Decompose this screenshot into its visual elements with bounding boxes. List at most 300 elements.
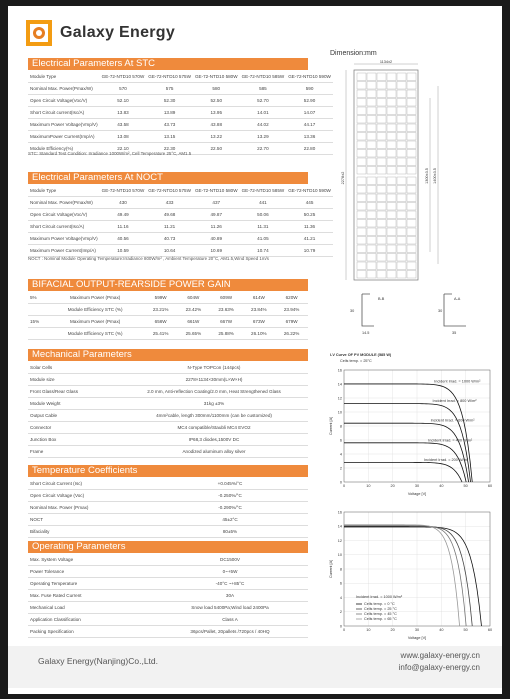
- noct-header: Electrical Parameters At NOCT: [28, 172, 308, 184]
- row-label: Module Efficiency(%): [28, 143, 100, 155]
- cell: [407, 141, 416, 149]
- cell: [397, 141, 406, 149]
- cell-value: 13.29: [240, 131, 287, 143]
- cell: [367, 220, 376, 228]
- bifacial-table: [28, 292, 308, 340]
- cell-value: 13.95: [193, 107, 240, 119]
- section-a-label: A-A: [454, 297, 461, 301]
- x-tick-label: 40: [439, 484, 444, 488]
- table-row: [28, 374, 308, 386]
- cell-value: 49.87: [193, 209, 240, 221]
- x-tick-label: 30: [414, 484, 420, 488]
- table-row: [28, 434, 308, 446]
- cell: [367, 245, 376, 253]
- stc-header: Electrical Parameters At STC: [28, 58, 308, 70]
- x-axis-label: Voltage [V]: [407, 492, 427, 496]
- cell: [357, 211, 366, 219]
- cell-value: 49.68: [146, 209, 193, 221]
- x-tick-label: 50: [463, 628, 468, 632]
- cell-value: 590: [286, 83, 333, 95]
- table-row: [28, 410, 308, 422]
- row-label: Max. System Voltage: [28, 554, 152, 566]
- table-row: [28, 185, 333, 197]
- cell: [407, 186, 416, 194]
- x-tick-label: 40: [439, 628, 444, 632]
- iv-curve-temperature-chart: [326, 502, 498, 642]
- cell-value: 10.69: [193, 245, 240, 257]
- table-row: [28, 578, 308, 590]
- cell: [367, 73, 376, 81]
- cell: [387, 262, 396, 270]
- row-label: Module size: [28, 374, 120, 386]
- table-row: [28, 328, 308, 340]
- section-b-label: B-B: [378, 297, 385, 301]
- row-label: Front Glass/Rear Glass: [28, 386, 120, 398]
- table-row: [28, 304, 308, 316]
- series-label: Incident Irrad. = 400 W/m²: [428, 438, 473, 443]
- cell-value: GE-72-NTD10 580W: [193, 71, 240, 83]
- cell: [367, 133, 376, 141]
- cell: [387, 99, 396, 107]
- cell-value: 40.73: [146, 233, 193, 245]
- cell-value: 445: [286, 197, 333, 209]
- chart-title: I-V Curve OF PV MODULE (585 W): [330, 353, 392, 357]
- y-axis-label: Current [A]: [329, 416, 333, 436]
- cell-value: 43.88: [193, 119, 240, 131]
- series-line: [344, 423, 469, 482]
- cell: [357, 90, 366, 98]
- cell: [387, 82, 396, 90]
- cell-value: 44.02: [240, 119, 287, 131]
- cell: [367, 211, 376, 219]
- row-label: Maximum Power Current(Imp/A): [28, 245, 100, 257]
- cell-value: MC4 compatible/Staubli MC4 EVO2: [120, 422, 308, 434]
- cell-value: Maximum Power (Pmax): [46, 292, 144, 304]
- cell: [397, 220, 406, 228]
- cell: [387, 158, 396, 166]
- x-tick-label: 30: [414, 628, 420, 632]
- dim-30-label: 30: [350, 309, 355, 313]
- cell-value: 430: [100, 197, 147, 209]
- cell-value: Anodized aluminum alloy silver: [120, 446, 308, 458]
- cell-value: 614W: [242, 292, 275, 304]
- cell: [387, 254, 396, 262]
- x-tick-label: 10: [366, 628, 371, 632]
- series-label: Incident Irrad. = 800 W/m²: [432, 399, 477, 404]
- cell: [377, 262, 386, 270]
- table-row: [28, 526, 308, 538]
- cell: [377, 167, 386, 175]
- series-line: [344, 525, 460, 626]
- y-tick-label: 14: [337, 524, 342, 529]
- cell-value: Module Efficiency STC (%): [46, 328, 144, 340]
- y-tick-label: 10: [337, 553, 342, 558]
- cell: [397, 107, 406, 115]
- row-label: Module Type: [28, 185, 100, 197]
- cell-value: 13.83: [100, 107, 147, 119]
- row-label: Open Circuit Voltage (Voc): [28, 490, 152, 502]
- cell: [387, 150, 396, 158]
- cell-value: 4mm²cable, length 300mm/1100mm (can be customized): [120, 410, 308, 422]
- cell-value: 11.16: [100, 221, 147, 233]
- table-row: [28, 422, 308, 434]
- chart-subtitle: Incident Irrad. = 1000 W/m²: [356, 595, 403, 599]
- cell: [367, 116, 376, 124]
- table-row: [28, 71, 333, 83]
- cell-value: Maximum Power (Pmax): [46, 316, 144, 328]
- table-row: [28, 554, 308, 566]
- cell: [357, 177, 366, 185]
- row-label: 15%: [28, 316, 46, 328]
- cell: [397, 124, 406, 132]
- legend-label: Cells temp. = 25 °C: [364, 607, 397, 611]
- row-label: Packing Specification: [28, 626, 152, 638]
- cell: [357, 167, 366, 175]
- cell-value: DC1500V: [152, 554, 308, 566]
- cell-value: 13.22: [193, 131, 240, 143]
- datasheet: [8, 6, 502, 694]
- chart-subtitle: Cells temp. = 25°C: [340, 359, 372, 363]
- cell: [377, 254, 386, 262]
- y-tick-label: 6: [339, 581, 342, 586]
- cell-value: 10.74: [240, 245, 287, 257]
- cell-value: 26.10%: [242, 328, 275, 340]
- temperature-header: Temperature Coefficients: [28, 465, 308, 477]
- cell-value: 10.59: [100, 245, 147, 257]
- iv-curve-irradiance-chart: [326, 348, 498, 498]
- cell: [397, 228, 406, 236]
- cell: [367, 124, 376, 132]
- cell: [377, 133, 386, 141]
- y-tick-label: 4: [339, 452, 342, 457]
- table-row: [28, 590, 308, 602]
- cell-value: Snow load 5400Pa;Wind load 2400Pa: [152, 602, 308, 614]
- cell-value: 580: [193, 83, 240, 95]
- cell: [397, 116, 406, 124]
- y-tick-label: 2: [339, 466, 342, 471]
- cell-value: 31kg ±3%: [120, 398, 308, 410]
- table-row: [28, 514, 308, 526]
- cell: [357, 262, 366, 270]
- series-label: Incident Irrad. = 200 W/m²: [424, 457, 469, 462]
- legend-label: Cells temp. = 0 °C: [364, 602, 395, 606]
- row-label: Application Classification: [28, 614, 152, 626]
- cell: [357, 99, 366, 107]
- cell: [387, 124, 396, 132]
- row-label: Module Weight: [28, 398, 120, 410]
- cell-value: 604W: [177, 292, 210, 304]
- cell: [367, 228, 376, 236]
- cell: [367, 82, 376, 90]
- cell: [387, 186, 396, 194]
- cell-value: 26.22%: [275, 328, 308, 340]
- cell-value: 441: [240, 197, 287, 209]
- table-row: [28, 107, 333, 119]
- cell: [397, 90, 406, 98]
- cell: [407, 167, 416, 175]
- cell: [407, 177, 416, 185]
- cell: [357, 150, 366, 158]
- cell-value: 599W: [144, 292, 177, 304]
- cell: [367, 262, 376, 270]
- cell: [407, 237, 416, 245]
- cell: [377, 73, 386, 81]
- cell: [387, 116, 396, 124]
- x-tick-label: 60: [487, 484, 493, 488]
- cell-value: 52.70: [240, 95, 287, 107]
- cell-value: Class A: [152, 614, 308, 626]
- row-label: Solar Cells: [28, 362, 120, 374]
- table-row: [28, 245, 333, 257]
- row-label: 5%: [28, 292, 46, 304]
- cell-value: 13.08: [100, 131, 147, 143]
- cell: [407, 245, 416, 253]
- cell: [407, 194, 416, 202]
- stc-table: [28, 71, 331, 155]
- cell: [407, 211, 416, 219]
- cell-value: 49.49: [100, 209, 147, 221]
- side-label: 1400±3.5: [433, 168, 437, 184]
- row-label: Maximum Power Voltage(Vmp/V): [28, 233, 100, 245]
- cell-value: 679W: [275, 316, 308, 328]
- cell-value: 50.06: [240, 209, 287, 221]
- x-tick-label: 20: [390, 628, 395, 632]
- cell: [377, 237, 386, 245]
- cell-value: -40°C ~+85°C: [152, 578, 308, 590]
- table-row: [28, 602, 308, 614]
- cell-value: 43.73: [146, 119, 193, 131]
- y-tick-label: 0: [339, 624, 342, 629]
- cell: [377, 116, 386, 124]
- y-tick-label: 16: [337, 510, 342, 515]
- cell-value: 52.50: [193, 95, 240, 107]
- legend-label: Cells temp. = 45 °C: [364, 612, 397, 616]
- cell: [357, 133, 366, 141]
- operating-header: Operating Parameters: [28, 541, 308, 553]
- cell: [407, 271, 416, 279]
- cell: [407, 124, 416, 132]
- cell-value: -0.250%/°C: [152, 490, 308, 502]
- cell: [407, 107, 416, 115]
- cell-value: 45±2°C: [152, 514, 308, 526]
- cell-value: 44.17: [286, 119, 333, 131]
- y-tick-label: 0: [339, 480, 342, 485]
- cell-value: GE-72-NTD10 585W: [240, 71, 287, 83]
- y-tick-label: 12: [337, 538, 342, 543]
- cell-value: 2278×1134×30mm(L×W×H): [120, 374, 308, 386]
- cell: [377, 211, 386, 219]
- cell: [407, 228, 416, 236]
- y-tick-label: 14: [337, 382, 342, 387]
- table-row: [28, 362, 308, 374]
- table-row: [28, 209, 333, 221]
- cell-value: 656W: [144, 316, 177, 328]
- cell-value: +0.045%/°C: [152, 478, 308, 490]
- cell-value: 36pcs/Pallet, 20pallets /720pcs / 40HQ: [152, 626, 308, 638]
- cell: [387, 167, 396, 175]
- cell-value: 0~+5W: [152, 566, 308, 578]
- cell: [397, 203, 406, 211]
- cell-value: 22.50: [193, 143, 240, 155]
- row-label: Operating Temperature: [28, 578, 152, 590]
- cell-value: 11.21: [146, 221, 193, 233]
- cell: [357, 116, 366, 124]
- row-label: Short Circuit Current (Isc): [28, 478, 152, 490]
- row-label: [28, 328, 46, 340]
- y-tick-label: 10: [337, 410, 342, 415]
- cell-value: 437: [193, 197, 240, 209]
- cell: [397, 133, 406, 141]
- cell: [397, 245, 406, 253]
- x-tick-label: 20: [390, 484, 395, 488]
- cell-value: 22.70: [240, 143, 287, 155]
- cell: [357, 228, 366, 236]
- cell: [367, 90, 376, 98]
- y-tick-label: 6: [339, 438, 342, 443]
- cell-value: GE-72-NTD10 590W: [286, 71, 333, 83]
- cell: [387, 237, 396, 245]
- cell: [397, 158, 406, 166]
- module-drawing: [326, 58, 496, 338]
- cell: [357, 186, 366, 194]
- dim-30b-label: 30: [438, 309, 443, 313]
- galaxy-logo-icon: [26, 20, 52, 46]
- cell-value: 11.26: [193, 221, 240, 233]
- cell: [367, 254, 376, 262]
- cell-value: 25.65%: [177, 328, 210, 340]
- cell: [397, 167, 406, 175]
- cell: [367, 177, 376, 185]
- cell-value: 25.88%: [210, 328, 243, 340]
- cell-value: 80±5%: [152, 526, 308, 538]
- noct-table: [28, 185, 331, 257]
- cell-value: 11.31: [240, 221, 287, 233]
- brand-name: Galaxy Energy: [60, 24, 176, 41]
- cell: [407, 99, 416, 107]
- row-label: Short Circuit current(Isc/A): [28, 107, 100, 119]
- cell-value: 52.90: [286, 95, 333, 107]
- stc-note: STC: Standard Test Condition: Irradiance 1000W/m², Cell Temperature 25°C, AM1.5: [28, 151, 192, 156]
- height-label: 2278±2: [341, 171, 345, 185]
- mechanical-table: [28, 362, 308, 458]
- cell-value: 22.10: [100, 143, 147, 155]
- row-label: Nominal Max. Power (Pmax): [28, 502, 152, 514]
- x-tick-label: 50: [463, 484, 468, 488]
- dim-35-label: 35: [452, 331, 457, 335]
- cell-value: 13.15: [146, 131, 193, 143]
- cell: [407, 133, 416, 141]
- cell: [397, 73, 406, 81]
- table-row: [28, 478, 308, 490]
- cell: [357, 194, 366, 202]
- table-row: [28, 446, 308, 458]
- cell: [397, 194, 406, 202]
- table-row: [28, 386, 308, 398]
- dim-14-5-label: 14.5: [362, 331, 370, 335]
- cell-value: 585: [240, 83, 287, 95]
- cell: [387, 107, 396, 115]
- row-label: Maximum Power Voltage(Vmp/V): [28, 119, 100, 131]
- row-label: Max. Fuse Rated Current: [28, 590, 152, 602]
- cell: [397, 82, 406, 90]
- cell-value: 43.58: [100, 119, 147, 131]
- cell: [377, 141, 386, 149]
- row-label: Nominal Max. Power(Pmax/W): [28, 197, 100, 209]
- table-row: [28, 626, 308, 638]
- row-label: Nominal Max. Power(Pmax/W): [28, 83, 100, 95]
- cell: [377, 124, 386, 132]
- cell: [387, 90, 396, 98]
- cell: [357, 107, 366, 115]
- table-row: [28, 131, 333, 143]
- cell: [367, 186, 376, 194]
- cell: [357, 203, 366, 211]
- cell-value: 570: [100, 83, 147, 95]
- cell-value: 22.80: [286, 143, 333, 155]
- table-row: [28, 119, 333, 131]
- legend-label: Cells temp. = 65 °C: [364, 617, 397, 621]
- y-tick-label: 12: [337, 396, 342, 401]
- cell-value: 23.63%: [210, 304, 243, 316]
- cell: [377, 158, 386, 166]
- table-row: [28, 233, 333, 245]
- cell: [367, 271, 376, 279]
- cell: [387, 177, 396, 185]
- footer-email[interactable]: info@galaxy-energy.cn: [398, 663, 480, 672]
- cell: [387, 73, 396, 81]
- cell: [387, 220, 396, 228]
- logo: [26, 20, 175, 46]
- cell: [407, 262, 416, 270]
- cell-value: GE-72-NTD10 590W: [286, 185, 333, 197]
- table-row: [28, 197, 333, 209]
- cell-value: 14.07: [286, 107, 333, 119]
- cell: [387, 271, 396, 279]
- row-label: NOCT: [28, 514, 152, 526]
- cell: [377, 245, 386, 253]
- cell: [357, 82, 366, 90]
- cell-value: 11.36: [286, 221, 333, 233]
- series-label: Incident Irrad. = 600 W/m²: [430, 418, 475, 423]
- cell: [367, 158, 376, 166]
- table-row: [28, 221, 333, 233]
- cell: [387, 194, 396, 202]
- cell: [397, 254, 406, 262]
- footer-website[interactable]: www.galaxy-energy.cn: [400, 651, 480, 660]
- cell: [367, 107, 376, 115]
- cell: [397, 237, 406, 245]
- cell-value: 40.56: [100, 233, 147, 245]
- cell-value: GE-72-NTD10 580W: [193, 185, 240, 197]
- cell: [377, 107, 386, 115]
- table-row: [28, 316, 308, 328]
- y-tick-label: 4: [339, 595, 342, 600]
- cell: [387, 245, 396, 253]
- cell-value: -0.290%/°C: [152, 502, 308, 514]
- series-line: [344, 462, 462, 482]
- cell-value: GE-72-NTD10 585W: [240, 185, 287, 197]
- cell-value: 433: [146, 197, 193, 209]
- row-label: MaximumPower Current(Imp/A): [28, 131, 100, 143]
- cell-value: 575: [146, 83, 193, 95]
- cell-value: 23.42%: [177, 304, 210, 316]
- cell-value: 23.94%: [275, 304, 308, 316]
- table-row: [28, 614, 308, 626]
- cell: [397, 186, 406, 194]
- cell: [377, 82, 386, 90]
- cell-value: 667W: [210, 316, 243, 328]
- table-row: [28, 566, 308, 578]
